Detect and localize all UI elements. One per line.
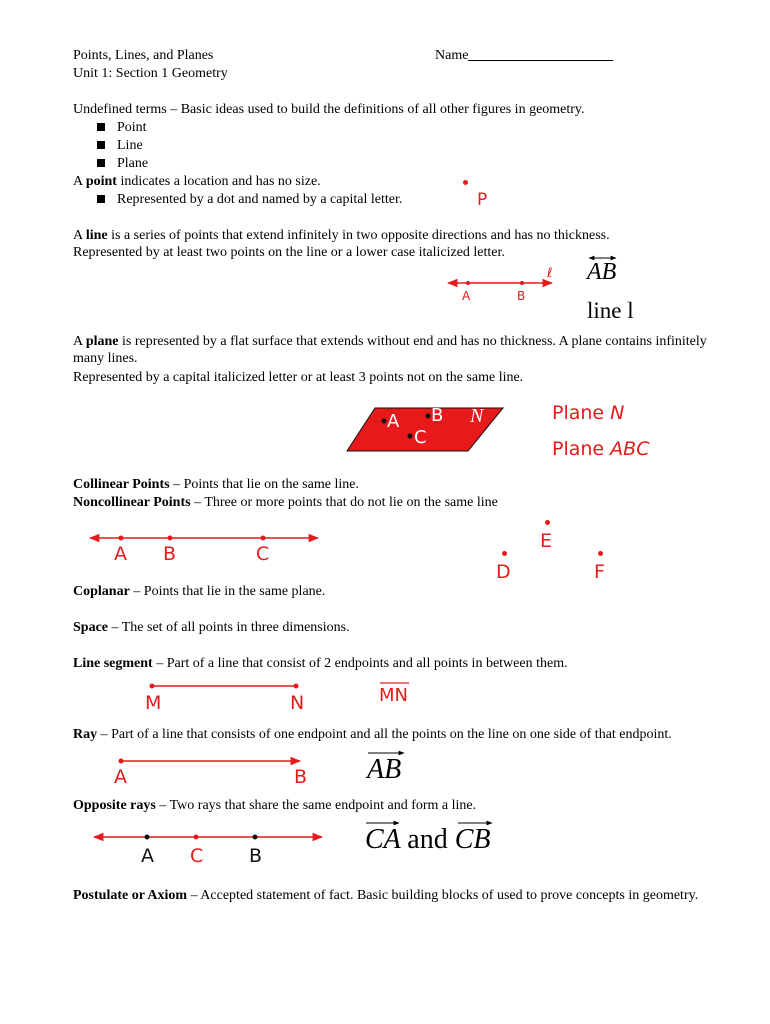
point-bullet: Represented by a dot and named by a capital letter.	[97, 191, 402, 208]
line-letter-l: ℓ	[547, 266, 553, 281]
ray-label-a: A	[114, 766, 127, 788]
segment-label-m: M	[145, 692, 162, 714]
unit-subtitle: Unit 1: Section 1 Geometry	[73, 66, 228, 81]
noncollinear-definition: Noncollinear Points – Three or more points that do not lie on the same line	[73, 495, 498, 510]
opposite-point-b	[253, 835, 258, 840]
ray-label-b: B	[294, 766, 308, 788]
line-symbol-ab: AB	[587, 259, 617, 285]
undefined-terms-intro: Undefined terms – Basic ideas used to build the definitions of all other figures in geometry.	[73, 102, 585, 117]
segment-label-n: N	[290, 692, 305, 714]
collinear-label-b: B	[163, 543, 177, 565]
collinear-label-c: C	[256, 543, 270, 565]
plane-letter-n: N	[470, 405, 484, 427]
point-definition: A point indicates a location and has no size.	[73, 174, 321, 189]
list-item: Line	[97, 137, 143, 154]
point-p-label: P	[477, 190, 488, 210]
line-definition: A line is a series of points that extend infinitely in two opposite directions and has no thickness.	[73, 228, 610, 243]
ray-definition: Ray – Part of a line that consists of one endpoint and all the points on the line on one side of that endpoint.	[73, 727, 672, 742]
plane-label-c: C	[414, 427, 427, 448]
opposite-point-a	[145, 835, 150, 840]
name-label: Name	[435, 48, 469, 63]
opposite-symbol: CA and CB	[365, 824, 491, 855]
opposite-point-c	[194, 835, 199, 840]
noncollinear-label-e: E	[540, 530, 553, 552]
opposite-label-b: B	[249, 845, 263, 867]
segment-symbol-mn: MN	[379, 685, 408, 706]
plane-name-abc: Plane ABC	[552, 438, 650, 460]
collinear-label-a: A	[114, 543, 127, 565]
opposite-rays-definition: Opposite rays – Two rays that share the same endpoint and form a line.	[73, 798, 477, 813]
line-symbol-l: line l	[587, 298, 634, 323]
opposite-label-c: C	[190, 845, 204, 867]
line-label-b: B	[517, 289, 526, 303]
plane-name-n: Plane N	[552, 402, 625, 424]
coplanar-definition: Coplanar – Points that lie in the same plane.	[73, 584, 326, 599]
line-label-a: A	[462, 289, 471, 303]
postulate-definition: Postulate or Axiom – Accepted statement of fact. Basic building blocks of used to prove concepts in geometry.	[73, 888, 699, 903]
ray-symbol-ab: AB	[367, 754, 402, 785]
segment-definition: Line segment – Part of a line that consist of 2 endpoints and all points in between them.	[73, 656, 568, 671]
line-represented: Represented by at least two points on the line or a lower case italicized letter.	[73, 245, 505, 260]
plane-represented: Represented by a capital italicized letter or at least 3 points not on the same line.	[73, 370, 524, 385]
plane-definition: A plane is represented by a flat surface that extends without end and has no thickness. A plane contains infinitely many lines.	[73, 334, 707, 366]
noncollinear-label-f: F	[594, 561, 605, 583]
space-definition: Space – The set of all points in three dimensions.	[73, 620, 350, 635]
noncollinear-label-d: D	[496, 561, 511, 583]
page-title: Points, Lines, and Planes	[73, 48, 214, 63]
list-item: Point	[97, 119, 147, 136]
plane-label-b: B	[431, 405, 444, 426]
collinear-definition: Collinear Points – Points that lie on the same line.	[73, 477, 359, 492]
list-item: Plane	[97, 155, 148, 172]
plane-label-a: A	[387, 411, 400, 432]
opposite-label-a: A	[141, 845, 154, 867]
